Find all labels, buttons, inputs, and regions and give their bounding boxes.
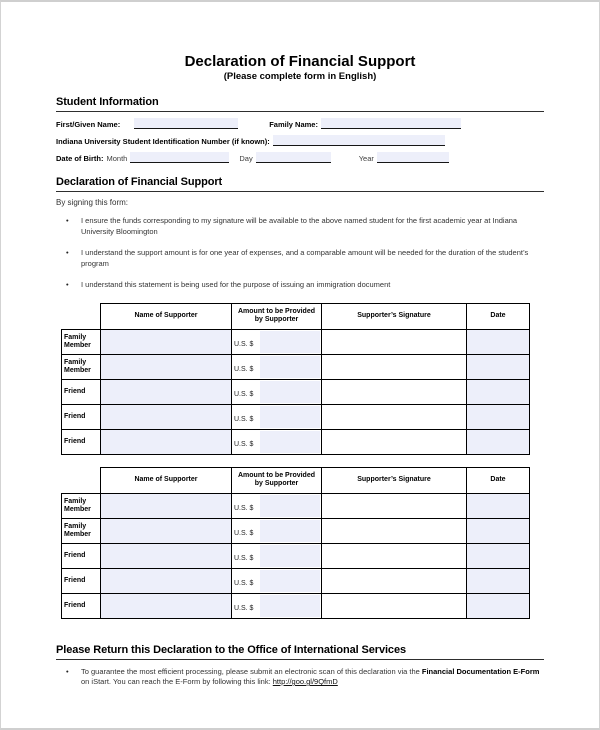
- supporter-row: [62, 518, 530, 543]
- supporter-table-2: [61, 467, 530, 619]
- corner-cell: [62, 467, 101, 493]
- amount-cell: [232, 379, 322, 404]
- declaration-heading: Declaration of Financial Support: [56, 176, 544, 192]
- date-field[interactable]: [467, 568, 530, 593]
- currency-prefix-label: U.S. $: [234, 579, 254, 587]
- document-title: Declaration of Financial Support: [184, 53, 416, 70]
- supporter-signature-field[interactable]: [322, 404, 467, 429]
- supporter-type-label: Family Member: [62, 329, 101, 354]
- supporter-type-label: Friend: [62, 593, 101, 618]
- iu-id-label: Indiana University Student Identification Number (if known):: [56, 137, 270, 146]
- name-of-supporter-field[interactable]: [101, 493, 232, 518]
- name-of-supporter-field[interactable]: [101, 354, 232, 379]
- currency-prefix-label: U.S. $: [234, 554, 254, 562]
- col-header-name-of-supporter: Name of Supporter: [101, 467, 232, 493]
- family-name-field[interactable]: [321, 118, 461, 129]
- declaration-intro: By signing this form:: [56, 198, 129, 207]
- name-of-supporter-field[interactable]: [101, 404, 232, 429]
- supporter-row: [62, 568, 530, 593]
- name-of-supporter-field[interactable]: [101, 543, 232, 568]
- supporter-type-label: Friend: [62, 379, 101, 404]
- supporter-type-label: Friend: [62, 543, 101, 568]
- corner-cell: [62, 303, 101, 329]
- name-of-supporter-field[interactable]: [101, 518, 232, 543]
- amount-cell: [232, 593, 322, 618]
- date-field[interactable]: [467, 493, 530, 518]
- name-of-supporter-field[interactable]: [101, 329, 232, 354]
- name-row: [56, 116, 544, 129]
- day-field[interactable]: [256, 152, 331, 163]
- supporter-signature-field[interactable]: [322, 543, 467, 568]
- amount-field[interactable]: [260, 431, 320, 453]
- col-header-amount: Amount to be Provided by Supporter: [232, 303, 322, 329]
- amount-field[interactable]: [260, 406, 320, 428]
- year-label: Year: [358, 154, 374, 163]
- student-id-row: [56, 133, 544, 146]
- col-header-signature: Supporter’s Signature: [322, 467, 467, 493]
- supporter-type-label: Friend: [62, 404, 101, 429]
- supporter-table-header-row: [62, 467, 530, 493]
- name-of-supporter-field[interactable]: [101, 429, 232, 454]
- return-instructions-bullets: [56, 667, 544, 688]
- amount-cell: [232, 568, 322, 593]
- date-field[interactable]: [467, 429, 530, 454]
- family-name-label: Family Name:: [269, 120, 318, 129]
- supporter-signature-field[interactable]: [322, 518, 467, 543]
- currency-prefix-label: U.S. $: [234, 604, 254, 612]
- supporter-row: [62, 354, 530, 379]
- return-instruction-text-2: on iStart. You can reach the E-Form by following this link:: [81, 677, 273, 686]
- amount-cell: [232, 518, 322, 543]
- supporter-row: [62, 329, 530, 354]
- date-field[interactable]: [467, 518, 530, 543]
- supporter-signature-field[interactable]: [322, 354, 467, 379]
- iu-id-field[interactable]: [273, 135, 445, 146]
- amount-cell: [232, 404, 322, 429]
- bullet-item: • I understand the support amount is for one year of expenses, and a comparable amount will be needed for the duration of the student’s program: [56, 248, 544, 269]
- name-of-supporter-field[interactable]: [101, 593, 232, 618]
- col-header-date: Date: [467, 303, 530, 329]
- return-instructions-heading: Please Return this Declaration to the Office of International Services: [56, 644, 544, 660]
- bullet-item: • I understand this statement is being used for the purpose of issuing an immigration document: [56, 280, 544, 291]
- month-label: Month: [106, 154, 128, 163]
- amount-field[interactable]: [260, 331, 320, 353]
- date-field[interactable]: [467, 404, 530, 429]
- supporter-row: [62, 593, 530, 618]
- name-of-supporter-field[interactable]: [101, 568, 232, 593]
- supporter-row: [62, 493, 530, 518]
- supporter-signature-field[interactable]: [322, 593, 467, 618]
- amount-cell: [232, 429, 322, 454]
- col-header-name-of-supporter: Name of Supporter: [101, 303, 232, 329]
- supporter-row: [62, 404, 530, 429]
- month-field[interactable]: [130, 152, 229, 163]
- supporter-signature-field[interactable]: [322, 329, 467, 354]
- currency-prefix-label: U.S. $: [234, 415, 254, 423]
- currency-prefix-label: U.S. $: [234, 365, 254, 373]
- bullet-item: • I ensure the funds corresponding to my signature will be available to the above named student for the first academic year at Indiana University Bloomington: [56, 216, 544, 237]
- return-instruction-text: To guarantee the most efficient processing, please submit an electronic scan of this declaration via the: [81, 666, 422, 676]
- supporter-table-header-row: [62, 303, 530, 329]
- supporter-signature-field[interactable]: [322, 429, 467, 454]
- supporter-row: [62, 429, 530, 454]
- amount-cell: [232, 493, 322, 518]
- supporter-table-1: [61, 303, 530, 455]
- name-of-supporter-field[interactable]: [101, 379, 232, 404]
- date-field[interactable]: [467, 329, 530, 354]
- col-header-date: Date: [467, 467, 530, 493]
- currency-prefix-label: U.S. $: [234, 440, 254, 448]
- supporter-signature-field[interactable]: [322, 568, 467, 593]
- amount-field[interactable]: [260, 381, 320, 403]
- supporter-row: [62, 379, 530, 404]
- col-header-signature: Supporter’s Signature: [322, 303, 467, 329]
- amount-field[interactable]: [260, 545, 320, 567]
- amount-field[interactable]: [260, 520, 320, 542]
- return-instruction-item: [56, 667, 544, 688]
- currency-prefix-label: U.S. $: [234, 529, 254, 537]
- student-info-heading: Student Information: [56, 96, 544, 112]
- amount-cell: [232, 543, 322, 568]
- eform-name-text: Financial Documentation E-Form: [421, 666, 540, 676]
- date-field[interactable]: [467, 593, 530, 618]
- amount-field[interactable]: [260, 356, 320, 378]
- amount-field[interactable]: [260, 495, 320, 517]
- amount-cell: [232, 329, 322, 354]
- date-field[interactable]: [467, 379, 530, 404]
- supporter-row: [62, 543, 530, 568]
- supporter-signature-field[interactable]: [322, 379, 467, 404]
- dob-label: Date of Birth:: [56, 154, 104, 163]
- supporter-type-label: Family Member: [62, 354, 101, 379]
- first-given-name-field[interactable]: [134, 118, 238, 129]
- currency-prefix-label: U.S. $: [234, 340, 254, 348]
- supporter-type-label: Family Member: [62, 518, 101, 543]
- supporter-type-label: Friend: [62, 429, 101, 454]
- col-header-amount: Amount to be Provided by Supporter: [232, 467, 322, 493]
- day-label: Day: [239, 154, 253, 163]
- supporter-type-label: Friend: [62, 568, 101, 593]
- date-field[interactable]: [467, 543, 530, 568]
- amount-field[interactable]: [260, 595, 320, 617]
- amount-field[interactable]: [260, 570, 320, 592]
- supporter-signature-field[interactable]: [322, 493, 467, 518]
- supporter-type-label: Family Member: [62, 493, 101, 518]
- eform-link[interactable]: http://goo.gl/9QfmD: [272, 677, 338, 686]
- currency-prefix-label: U.S. $: [234, 504, 254, 512]
- date-field[interactable]: [467, 354, 530, 379]
- year-field[interactable]: [377, 152, 449, 163]
- declaration-bullets: [56, 216, 544, 291]
- currency-prefix-label: U.S. $: [234, 390, 254, 398]
- dob-row: [56, 150, 544, 163]
- first-given-name-label: First/Given Name:: [56, 120, 121, 129]
- amount-cell: [232, 354, 322, 379]
- document-subtitle: (Please complete form in English): [223, 71, 377, 82]
